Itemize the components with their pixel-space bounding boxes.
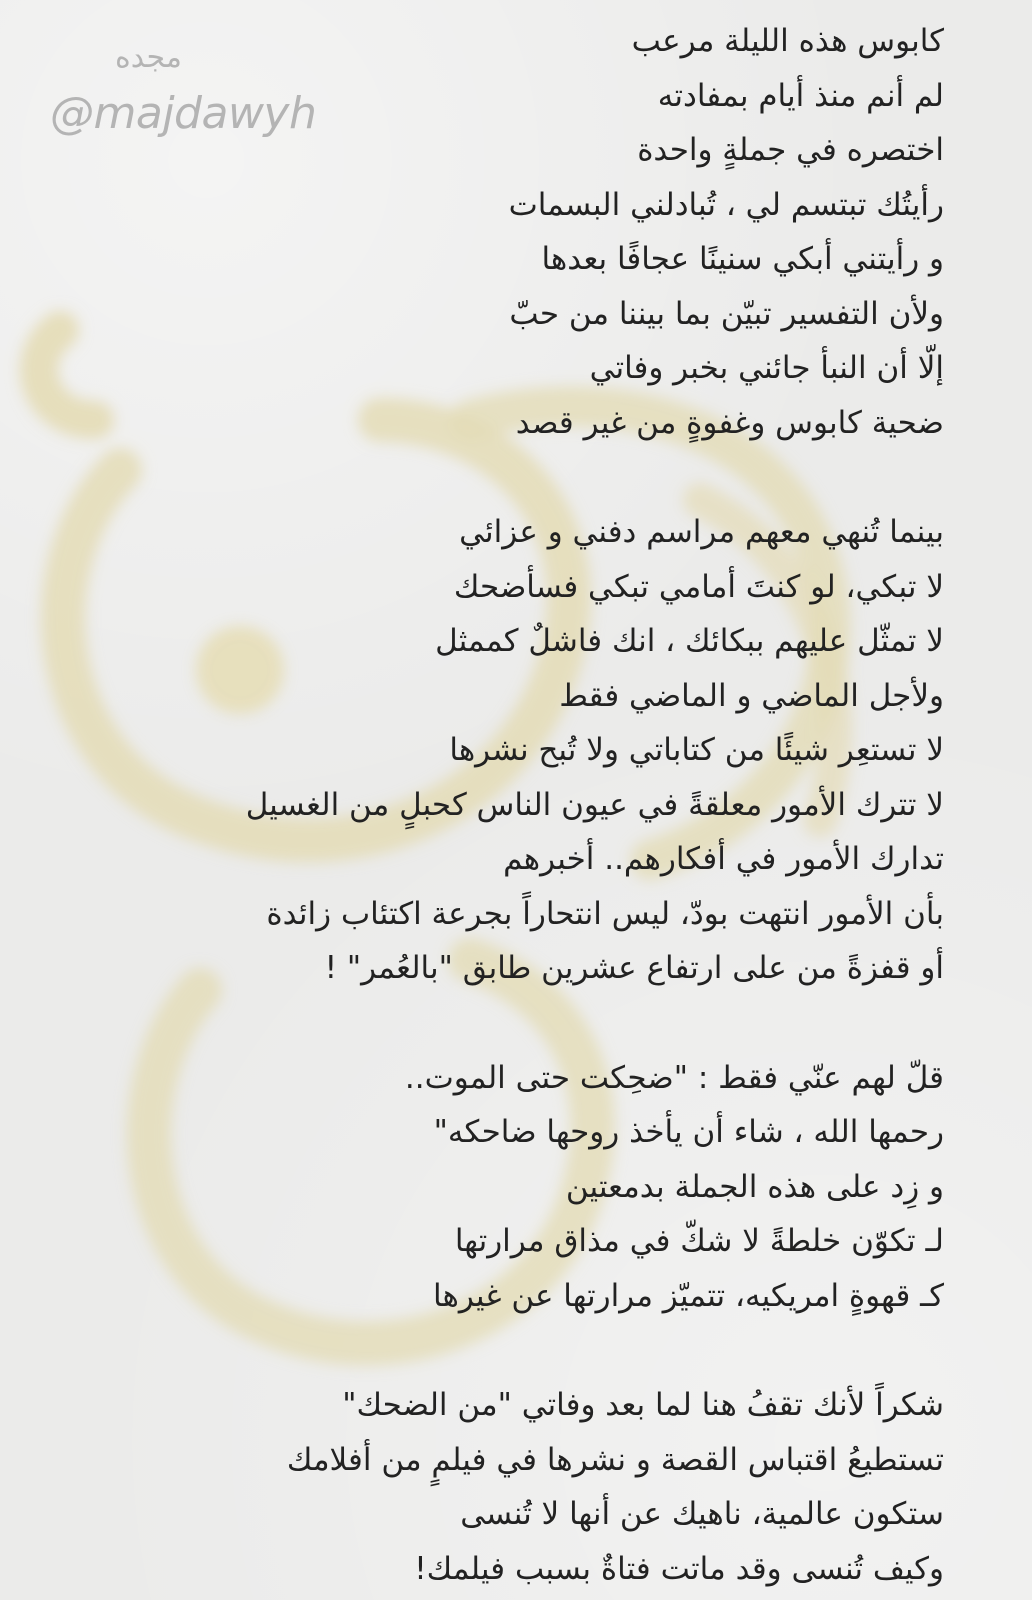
poem-line: رحمها الله ، شاء أن يأخذ روحها ضاحكه" bbox=[433, 1114, 944, 1150]
poem-line: ضحية كابوس وغفوةٍ من غير قصد bbox=[515, 404, 944, 441]
poem-line: تستطيعُ اقتباس القصة و نشرها في فيلمٍ من أفلامك bbox=[286, 1441, 944, 1478]
poem-line: إلّا أن النبأ جائني بخبر وفاتي bbox=[589, 350, 944, 386]
poem-line: لا تمثّل عليهم ببكائك ، انك فاشلٌ كممثل bbox=[435, 623, 944, 659]
poem-line: لم أنم منذ أيام بمفادته bbox=[657, 77, 944, 114]
poem-line: قلّ لهم عنّي فقط : "ضحِكت حتى الموت.. bbox=[404, 1059, 944, 1096]
poem-line: أو قفزةً من على ارتفاع عشرين طابق "بالعُمر" ! bbox=[324, 950, 944, 986]
poem-line: ولأجل الماضي و الماضي فقط bbox=[559, 677, 944, 714]
stanza bbox=[124, 1378, 944, 1596]
poem-line: و زِد على هذه الجملة بدمعتين bbox=[565, 1168, 944, 1205]
poem-line: كـ قهوةٍ امريكيه، تتميّز مرارتها عن غيرها bbox=[433, 1277, 944, 1314]
poem-line: رأيتُك تبتسم لي ، تُبادلني البسمات bbox=[508, 186, 944, 223]
poem-line: شكراً لأنك تقفُ هنا لما بعد وفاتي "من الضحك" bbox=[342, 1387, 944, 1423]
stanza-gap bbox=[124, 1323, 944, 1378]
poem-text bbox=[124, 14, 944, 1596]
stanza-gap bbox=[124, 996, 944, 1051]
signature-handle: @majdawyh bbox=[50, 88, 317, 139]
poem-line: كابوس هذه الليلة مرعب bbox=[631, 23, 944, 59]
stanza bbox=[124, 14, 944, 450]
poem-line: بأن الأمور انتهت بودّ، ليس انتحاراً بجرعة اكتئاب زائدة bbox=[266, 895, 944, 932]
poem-line: بينما تُنهي معهم مراسم دفني و عزائي bbox=[459, 514, 944, 550]
poem-line: اختصره في جملةٍ واحدة bbox=[637, 132, 944, 168]
signature-name: مجده bbox=[115, 40, 182, 75]
poem-line: لا تستعِر شيئًا من كتاباتي ولا تُبح نشرها bbox=[449, 732, 944, 768]
poem-line: لا تترك الأمور معلقةً في عيون الناس كحبلٍ من الغسيل bbox=[245, 786, 944, 823]
poem-line: وكيف تُنسى وقد ماتت فتاةٌ بسبب فيلمك! bbox=[414, 1550, 944, 1587]
poem-line: لـ تكوّن خلطةً لا شكّ في مذاق مرارتها bbox=[454, 1223, 944, 1259]
poem-line: و رأيتني أبكي سنينًا عجافًا بعدها bbox=[541, 241, 944, 277]
stanza bbox=[124, 505, 944, 996]
stanza bbox=[124, 1051, 944, 1324]
poem-line: تدارك الأمور في أفكارهم.. أخبرهم bbox=[503, 841, 944, 877]
poem-line: ولأن التفسير تبيّن بما بيننا من حبّ bbox=[509, 295, 944, 332]
poem-line: ستكون عالمية، ناهيك عن أنها لا تُنسى bbox=[460, 1496, 944, 1532]
poem-line: لا تبكي، لو كنتَ أمامي تبكي فسأضحك bbox=[453, 568, 944, 605]
stanza-gap bbox=[124, 450, 944, 505]
